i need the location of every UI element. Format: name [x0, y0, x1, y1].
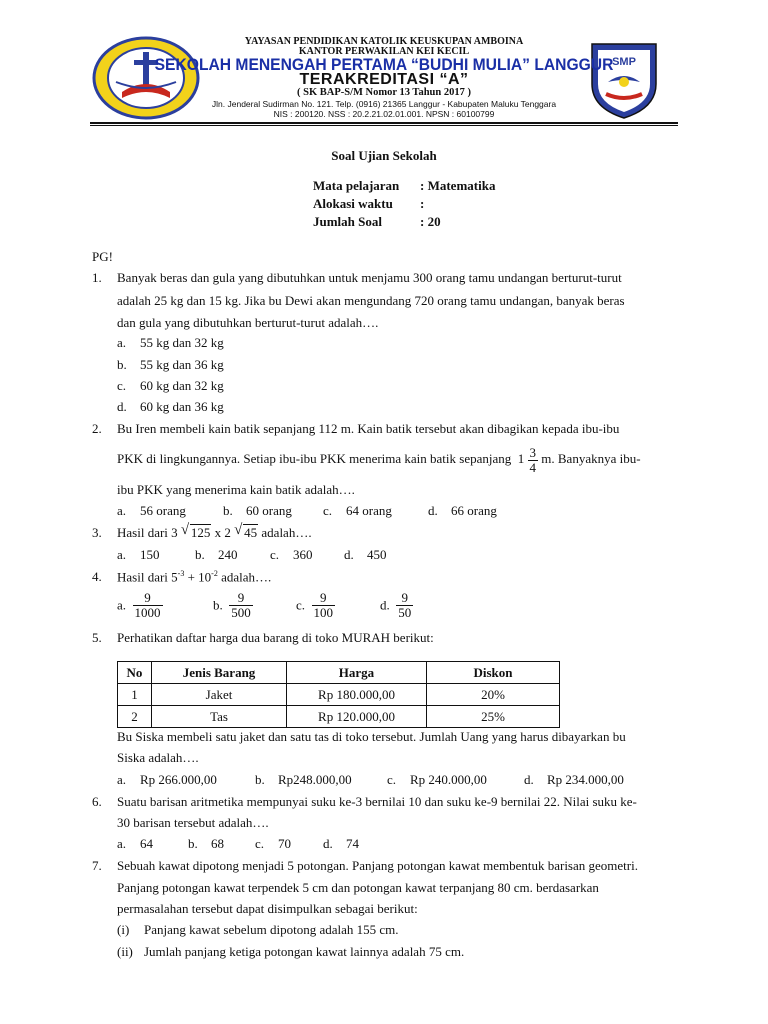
q2-option-a [117, 503, 186, 519]
option-letter: b. [255, 772, 265, 787]
option-text: 70 [278, 836, 291, 851]
option-letter: a. [117, 772, 127, 787]
q5-option-b [255, 772, 352, 788]
table-header-row [118, 662, 560, 684]
header-accreditation: TERAKREDITASI “A” [299, 71, 469, 88]
q5-option-a [117, 772, 217, 788]
option-letter: b. [117, 357, 127, 372]
header-address: Jln. Jenderal Sudirman No. 121. Telp. (0916) 21365 Langgur - Kabupaten Maluku Tenggara [211, 99, 557, 109]
option-text: 60 orang [246, 503, 292, 518]
mixed-fraction [528, 446, 539, 475]
table-cell: 2 [118, 706, 152, 728]
q6-option-c [255, 836, 291, 852]
sqrt-symbol: √ [234, 522, 243, 538]
option-letter: b. [188, 836, 198, 851]
section-label: PG! [92, 249, 113, 264]
q3-text: adalah…. [261, 525, 312, 540]
option-letter: a. [117, 335, 127, 350]
option-letter: c. [387, 772, 397, 787]
q4-text: adalah…. [221, 569, 272, 585]
option-letter: b. [195, 547, 205, 562]
meta-subject [313, 178, 495, 194]
option-text: Rp248.000,00 [278, 772, 352, 787]
q1-option-b [117, 357, 224, 373]
meta-key: Jumlah Soal [313, 214, 382, 229]
meta-count [313, 214, 441, 230]
option-letter: c. [117, 378, 127, 393]
item-label: (i) [117, 922, 130, 937]
q2-text: PKK di lingkungannya. Setiap ibu-ibu PKK menerima kain batik sepanjang [117, 451, 512, 466]
table-cell: 25% [427, 706, 560, 728]
option-letter: d. [524, 772, 534, 787]
meta-value: : 20 [420, 214, 441, 229]
q5-line: Perhatikan daftar harga dua barang di toko MURAH berikut: [117, 630, 434, 645]
option-text: 56 orang [140, 503, 186, 518]
table-cell: Rp 180.000,00 [287, 684, 427, 706]
q5-line: Siska adalah…. [117, 750, 199, 765]
q5-option-d [524, 772, 624, 788]
mixed-whole: 1 [517, 451, 525, 466]
option-text: 60 kg dan 36 kg [140, 399, 224, 414]
header-foundation: YAYASAN PENDIDIKAN KATOLIK KEUSKUPAN AMBOINA [244, 36, 524, 47]
option-text: 60 kg dan 32 kg [140, 378, 224, 393]
option-letter: a. [117, 503, 127, 518]
meta-time [313, 196, 424, 212]
option-text: 150 [140, 547, 160, 562]
table-cell: Rp 120.000,00 [287, 706, 427, 728]
option-fraction [133, 591, 163, 620]
meta-key: Mata pelajaran [313, 178, 400, 193]
option-fraction [312, 591, 336, 620]
q7-number: 7. [92, 858, 102, 873]
exponent: -2 [211, 569, 218, 578]
q2-option-b [223, 503, 292, 519]
meta-key: Alokasi waktu [313, 196, 393, 211]
option-text: 450 [367, 547, 387, 562]
option-text: 64 orang [346, 503, 392, 518]
option-letter: d. [380, 597, 390, 613]
logo-smp-label: SMP [612, 56, 636, 68]
q7-item-ii [117, 944, 464, 960]
q1-line: adalah 25 kg dan 15 kg. Jika bu Dewi akan mengundang 720 orang tamu undangan, banyak beras [117, 293, 625, 308]
table-cell: Tas [152, 706, 287, 728]
q4-option-d [380, 591, 413, 620]
q6-number: 6. [92, 794, 102, 809]
q1-line: Banyak beras dan gula yang dibutuhkan untuk menjamu 300 orang tamu undangan berturut-turut [117, 270, 622, 285]
q4-option-a [117, 591, 163, 620]
option-letter: d. [323, 836, 333, 851]
table-cell: 20% [427, 684, 560, 706]
q3-option-b [195, 547, 238, 563]
fraction-numerator: 9 [401, 590, 408, 605]
header-rule [90, 122, 678, 124]
q7-line: Sebuah kawat dipotong menjadi 5 potongan. Panjang potongan kawat membentuk barisan geometri. [117, 858, 638, 873]
q3-text: Hasil dari 3 [117, 525, 178, 540]
q4-text: Hasil dari 5 [117, 569, 178, 585]
q4-option-b [213, 591, 253, 620]
fraction-denominator: 50 [398, 605, 412, 620]
option-letter: b. [223, 503, 233, 518]
option-letter: a. [117, 836, 127, 851]
option-letter: c. [255, 836, 265, 851]
item-label: (ii) [117, 944, 133, 959]
sqrt-symbol: √ [180, 522, 190, 538]
fraction-numerator: 9 [320, 590, 327, 605]
meta-value: : [420, 196, 425, 211]
option-fraction [229, 591, 253, 620]
q6-option-b [188, 836, 224, 852]
option-letter: a. [117, 597, 127, 613]
q1-option-c [117, 378, 224, 394]
option-text: 68 [211, 836, 224, 851]
option-letter: d. [344, 547, 354, 562]
header-ids: NIS : 200120. NSS : 20.2.21.02.01.001. NPSN : 60100799 [273, 109, 495, 119]
fraction-numerator: 9 [237, 590, 245, 605]
option-text: 74 [346, 836, 359, 851]
option-text: 360 [293, 547, 313, 562]
q4-option-c [296, 591, 335, 620]
option-letter: d. [117, 399, 127, 414]
option-letter: a. [117, 547, 127, 562]
q5-number: 5. [92, 630, 102, 645]
price-table [117, 661, 560, 728]
fraction-denominator: 4 [529, 459, 537, 475]
q3-text: x 2 [214, 525, 231, 540]
q2-option-c [323, 503, 392, 519]
q3-option-c [270, 547, 313, 563]
q5-line: Bu Siska membeli satu jaket dan satu tas di toko tersebut. Jumlah Uang yang harus dibayarkan bu [117, 729, 626, 744]
q7-item-i [117, 922, 399, 938]
option-text: 64 [140, 836, 153, 851]
fraction-denominator: 1000 [134, 605, 161, 620]
table-row [118, 706, 560, 728]
q6-line: 30 barisan tersebut adalah…. [117, 815, 269, 830]
q3-option-d [344, 547, 387, 563]
q2-number: 2. [92, 421, 102, 436]
meta-value: : Matematika [420, 178, 496, 193]
sqrt-45 [234, 522, 258, 541]
option-letter: b. [213, 597, 223, 613]
option-letter: c. [323, 503, 333, 518]
option-letter: d. [428, 503, 438, 518]
fraction-numerator: 9 [144, 590, 151, 605]
q4-line [117, 569, 271, 585]
q7-line: Panjang potongan kawat terpendek 5 cm dan potongan kawat terpanjang 80 cm. berdasarkan [117, 880, 599, 895]
option-fraction [396, 591, 413, 620]
sqrt-125 [180, 522, 212, 541]
header-school-name: SEKOLAH MENENGAH PERTAMA “BUDHI MULIA” LANGGUR [154, 55, 614, 74]
q1-option-d [117, 399, 224, 415]
option-text: Rp 240.000,00 [410, 772, 487, 787]
q7-line: permasalahan tersebut dapat disimpulkan sebagai berikut: [117, 901, 418, 916]
q6-option-d [323, 836, 359, 852]
fraction-denominator: 100 [313, 605, 334, 620]
q6-line: Suatu barisan aritmetika mempunyai suku ke-3 bernilai 10 dan suku ke-9 bernilai 22. Nilai suku ke- [117, 794, 637, 809]
option-text: 240 [218, 547, 238, 562]
q4-text: + 10 [187, 569, 212, 585]
fraction-denominator: 500 [231, 605, 251, 620]
radicand: 125 [190, 525, 211, 540]
fraction-numerator: 3 [529, 444, 537, 460]
option-letter: c. [296, 597, 306, 613]
q2-line: Bu Iren membeli kain batik sepanjang 112 m. Kain batik tersebut akan dibagikan kepada ibu-ibu [117, 421, 620, 436]
option-text: 55 kg dan 36 kg [140, 357, 224, 372]
option-letter: c. [270, 547, 280, 562]
item-text: Jumlah panjang ketiga potongan kawat lainnya adalah 75 cm. [144, 944, 465, 959]
option-text: 66 orang [451, 503, 497, 518]
header-sk: ( SK BAP-S/M Nomor 13 Tahun 2017 ) [297, 87, 471, 98]
header-office: KANTOR PERWAKILAN KEI KECIL [298, 46, 470, 57]
item-text: Panjang kawat sebelum dipotong adalah 155 cm. [144, 922, 399, 937]
option-text: Rp 266.000,00 [140, 772, 217, 787]
table-header: Diskon [427, 662, 560, 684]
q1-number: 1. [92, 270, 102, 285]
q3-number: 3. [92, 525, 102, 540]
radicand: 45 [244, 525, 258, 540]
header-rule-thin [90, 125, 678, 126]
q2-text: m. Banyaknya ibu- [541, 451, 641, 466]
table-header: Harga [287, 662, 427, 684]
doc-title: Soal Ujian Sekolah [331, 148, 437, 163]
q2-option-d [428, 503, 497, 519]
table-cell: Jaket [152, 684, 287, 706]
q2-line-mixed [117, 444, 641, 475]
q1-line: dan gula yang dibutuhkan berturut-turut adalah…. [117, 315, 379, 330]
q1-option-a [117, 335, 224, 351]
table-row [118, 684, 560, 706]
option-text: Rp 234.000,00 [547, 772, 624, 787]
option-text: 55 kg dan 32 kg [140, 335, 224, 350]
exponent: -3 [177, 569, 185, 578]
table-header: No [118, 662, 152, 684]
q3-line [117, 522, 312, 541]
table-cell: 1 [118, 684, 152, 706]
q5-option-c [387, 772, 487, 788]
q3-option-a [117, 547, 160, 563]
q2-line: ibu PKK yang menerima kain batik adalah…. [117, 482, 355, 497]
q4-number: 4. [92, 569, 102, 584]
table-header: Jenis Barang [152, 662, 287, 684]
q6-option-a [117, 836, 153, 852]
